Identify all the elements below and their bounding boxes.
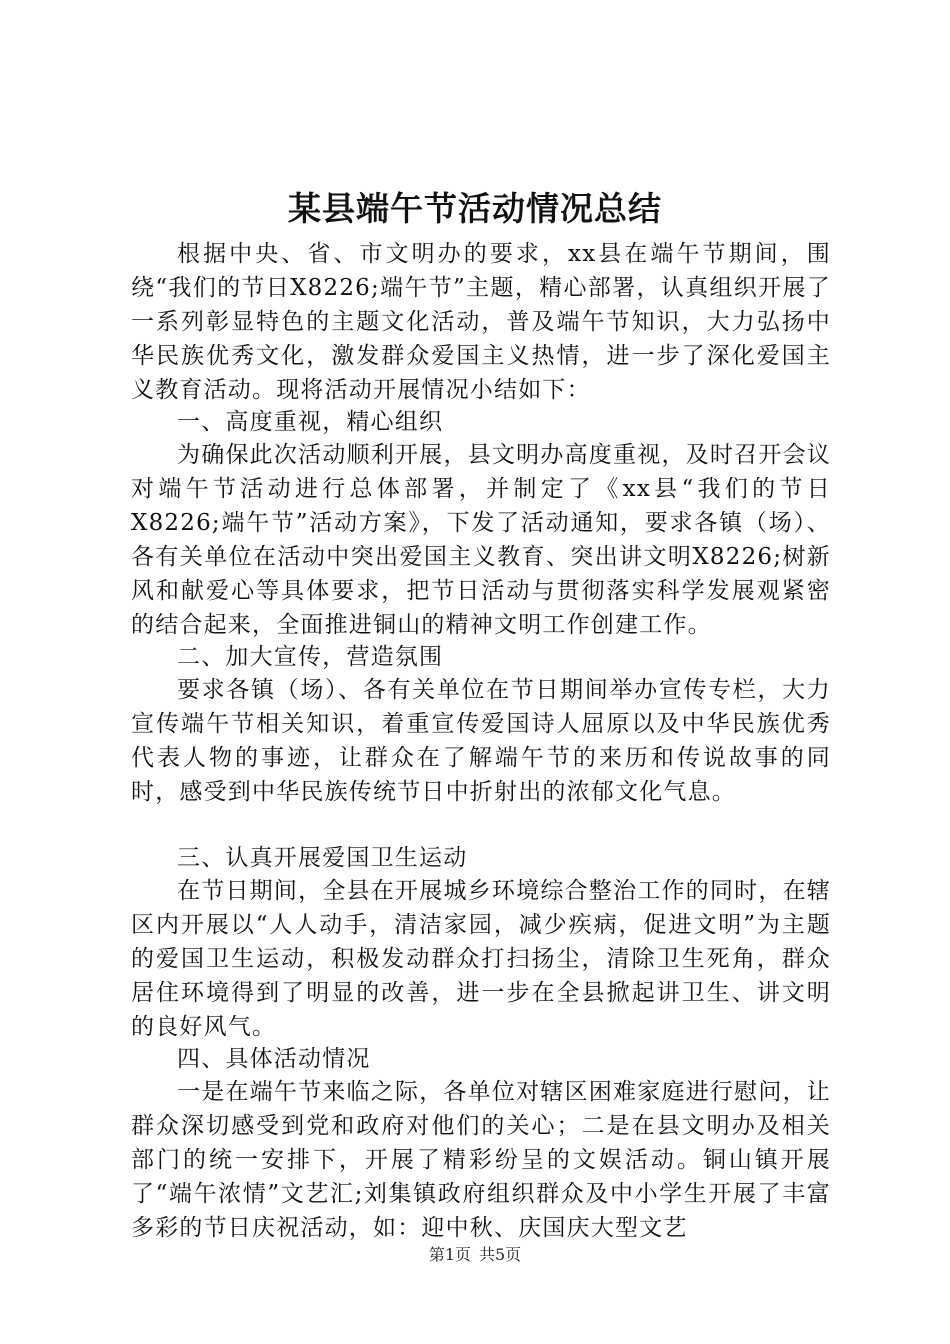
section-3-paragraph: 在节日期间，全县在开展城乡环境综合整治工作的同时，在辖区内开展以“人人动手，清洁家园，减少疾病，促进文明”为主题的爱国卫生运动，积极发动群众打扫扬尘，清除卫生死角，群众居住环境得到了明显的改善，进一步在全县掀起讲卫生、讲文明的良好风气。: [131, 878, 831, 1040]
page-footer: [0, 1245, 950, 1265]
section-4-paragraph: 一是在端午节来临之际，各单位对辖区困难家庭进行慰问，让群众深切感受到党和政府对他们的关心；二是在县文明办及相关部门的统一安排下，开展了精彩纷呈的文娱活动。铜山镇开展了“端午浓情”文艺汇;刘集镇政府组织群众及中小学生开展了丰富多彩的节日庆祝活动，如：迎中秋、庆国庆大型文艺: [131, 1079, 831, 1241]
intro-paragraph: 根据中央、省、市文明办的要求，xx县在端午节期间，围绕“我们的节日X8226;端午节”主题，精心部署，认真组织开展了一系列彰显特色的主题文化活动，普及端午节知识，大力弘扬中华民族优秀文化，激发群众爱国主义热情，进一步了深化爱国主义教育活动。现将活动开展情况小结如下：: [131, 241, 831, 403]
section-heading-3: 三、认真开展爱国卫生运动: [177, 845, 468, 871]
section-2-paragraph: 要求各镇（场）、各有关单位在节日期间举办宣传专栏，大力宣传端午节相关知识，着重宣传爱国诗人屈原以及中华民族优秀代表人物的事迹，让群众在了解端午节的来历和传说故事的同时，感受到中华民族传统节日中折射出的浓郁文化气息。: [131, 677, 831, 805]
document-title: 某县端午节活动情况总结: [288, 189, 662, 228]
section-1-paragraph: 为确保此次活动顺利开展，县文明办高度重视，及时召开会议对端午节活动进行总体部署，并制定了《xx县“我们的节日X8226;端午节”活动方案》，下发了活动通知，要求各镇（场）、各有关单位在活动中突出爱国主义教育、突出讲文明X8226;树新风和献爱心等具体要求，把节日活动与贯彻落实科学发展观紧密的结合起来，全面推进铜山的精神文明工作创建工作。: [131, 442, 831, 638]
document-body: [131, 237, 831, 1245]
section-heading-4: 四、具体活动情况: [177, 1046, 371, 1072]
page-total: 共5页: [479, 1245, 522, 1264]
section-heading-2: 二、加大宣传，营造氛围: [177, 644, 444, 670]
page-number: 第1页: [428, 1245, 471, 1264]
section-heading-1: 一、高度重视，精心组织: [177, 409, 444, 435]
